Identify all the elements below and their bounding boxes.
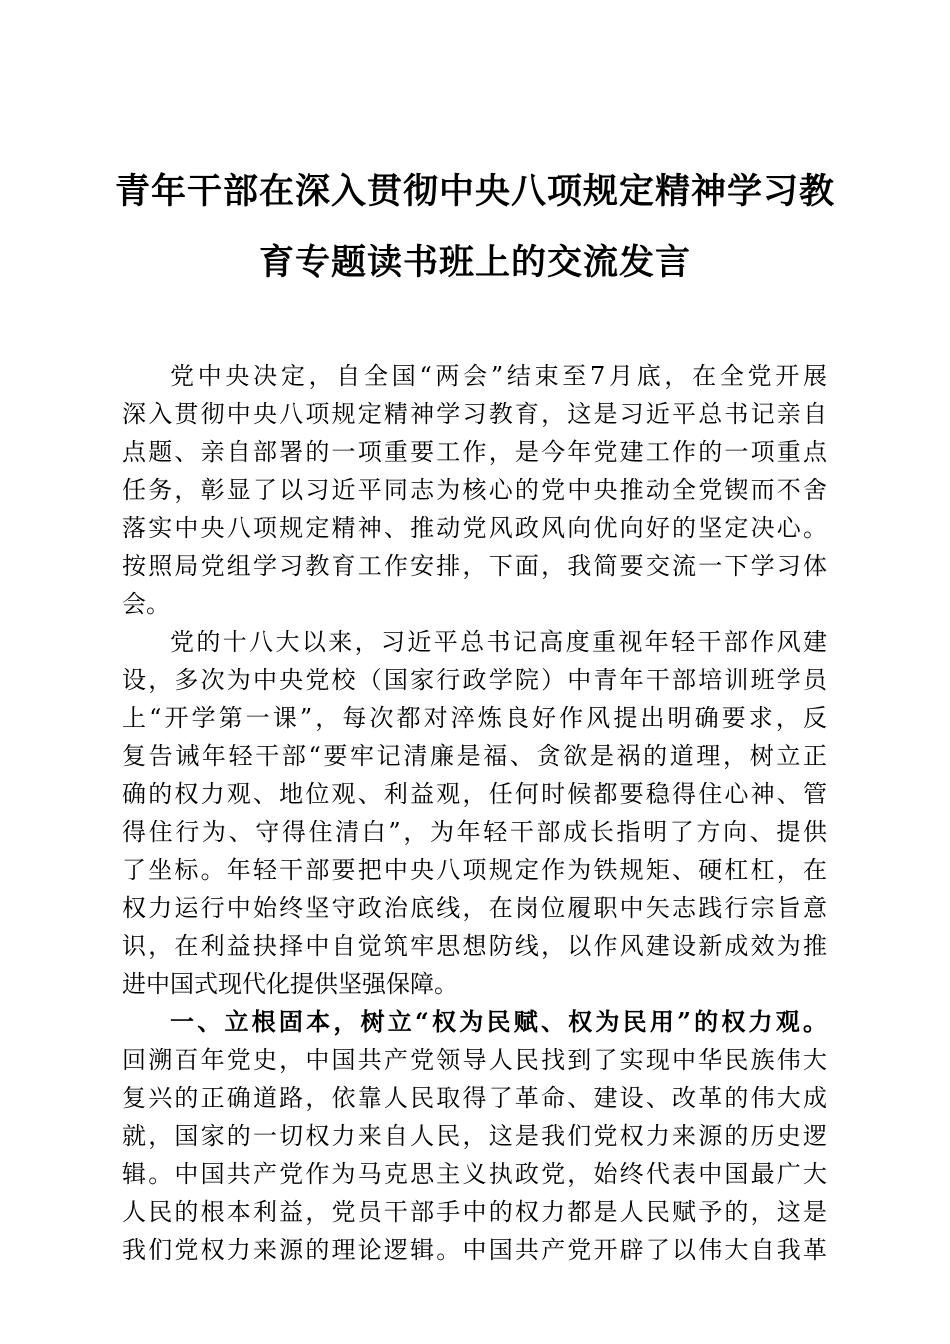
paragraph-3-line: 回溯百年党史，中国共产党领导人民找到了实现中华民族伟大 <box>122 1046 827 1074</box>
paragraph-2-line: 上“开学第一课”，每次都对淬炼良好作风提出明确要求，反 <box>122 704 827 732</box>
paragraph-1-line: 深入贯彻中央八项规定精神学习教育，这是习近平总书记亲自 <box>122 400 827 428</box>
paragraph-2-line: 进中国式现代化提供坚强保障。 <box>122 970 458 998</box>
document-title-line-2: 育专题读书班上的交流发言 <box>258 242 691 283</box>
paragraph-3-line: 辑。中国共产党作为马克思主义执政党，始终代表中国最广大 <box>122 1160 827 1188</box>
paragraph-3-line: 我们党权力来源的理论逻辑。中国共产党开辟了以伟大自我革 <box>122 1236 827 1264</box>
paragraph-3-line: 复兴的正确道路，依靠人民取得了革命、建设、改革的伟大成 <box>122 1084 827 1112</box>
paragraph-2-line: 得住行为、守得住清白”，为年轻干部成长指明了方向、提供 <box>122 818 827 846</box>
paragraph-3-line: 人民的根本利益，党员干部手中的权力都是人民赋予的，这是 <box>122 1198 827 1226</box>
paragraph-2-line: 设，多次为中央党校（国家行政学院）中青年干部培训班学员 <box>122 666 827 694</box>
paragraph-3-line: 就，国家的一切权力来自人民，这是我们党权力来源的历史逻 <box>122 1122 827 1150</box>
paragraph-2-line: 了坐标。年轻干部要把中央八项规定作为铁规矩、硬杠杠，在 <box>122 856 827 884</box>
paragraph-1-line: 点题、亲自部署的一项重要工作，是今年党建工作的一项重点 <box>122 438 827 466</box>
paragraph-1-line: 会。 <box>122 590 170 618</box>
paragraph-1-line: 党中央决定，自全国“两会”结束至7月底，在全党开展 <box>170 362 827 390</box>
paragraph-2-line: 党的十八大以来，习近平总书记高度重视年轻干部作风建 <box>170 628 827 656</box>
section-heading-1: 一、立根固本，树立“权为民赋、权为民用”的权力观。 <box>170 1007 827 1036</box>
paragraph-1-line: 按照局党组学习教育工作安排，下面，我简要交流一下学习体 <box>122 552 827 580</box>
paragraph-2-line: 识，在利益抉择中自觉筑牢思想防线，以作风建设新成效为推 <box>122 932 827 960</box>
paragraph-2-line: 复告诫年轻干部“要牢记清廉是福、贪欲是祸的道理，树立正 <box>122 742 827 770</box>
document-title-line-1: 青年干部在深入贯彻中央八项规定精神学习教 <box>114 171 835 212</box>
paragraph-1-line: 任务，彰显了以习近平同志为核心的党中央推动全党锲而不舍 <box>122 476 827 504</box>
paragraph-2-line: 确的权力观、地位观、利益观，任何时候都要稳得住心神、管 <box>122 780 827 808</box>
paragraph-2-line: 权力运行中始终坚守政治底线，在岗位履职中矢志践行宗旨意 <box>122 894 827 922</box>
paragraph-1-line: 落实中央八项规定精神、推动党风政风向优向好的坚定决心。 <box>122 514 827 542</box>
